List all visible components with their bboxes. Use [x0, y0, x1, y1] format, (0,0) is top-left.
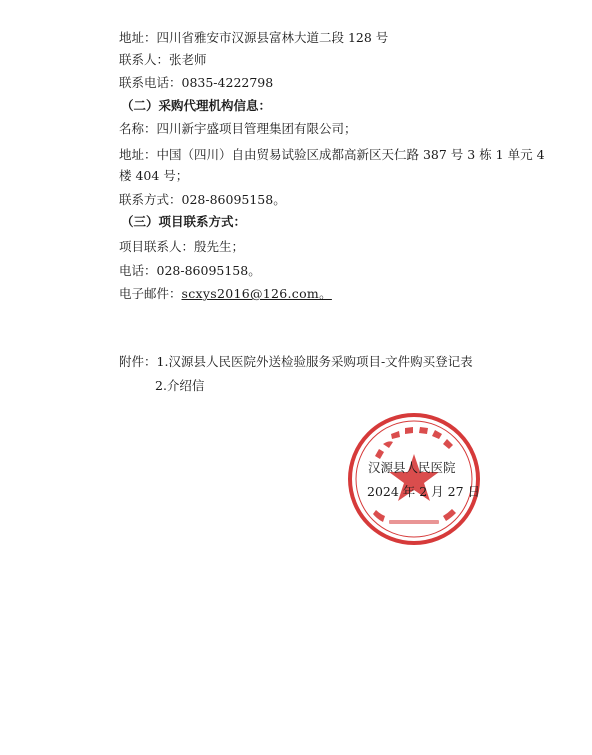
agency-address-line2: 楼 404 号； [119, 168, 189, 183]
agency-address-line1: 地址：中国（四川）自由贸易试验区成都高新区天仁路 387 号 3 栋 1 单元 4 [119, 147, 545, 162]
attachment-item-1-row [119, 354, 473, 370]
project-contact-phone: 电话：028-86095158。 [119, 263, 261, 278]
email-label: 电子邮件： [119, 286, 182, 301]
agency-name: 名称：四川新宇盛项目管理集团有限公司； [119, 121, 357, 136]
official-seal-icon [345, 410, 483, 548]
tenderer-contact: 联系人：张老师 [119, 52, 207, 67]
project-contact-person: 项目联系人：殷先生； [119, 239, 245, 254]
tenderer-address: 地址：四川省雅安市汉源县富林大道二段 128 号 [119, 30, 389, 45]
attachment-item-2: 2.介绍信 [155, 378, 205, 393]
project-contact-email-row [119, 286, 332, 302]
attachments-label: 附件： [119, 354, 157, 369]
signature-org: 汉源县人民医院 [368, 460, 456, 475]
attachment-item-1: 1.汉源县人民医院外送检验服务采购项目-文件购买登记表 [156, 354, 473, 369]
email-link[interactable]: scxys2016@126.com。 [181, 286, 332, 301]
agency-contact: 联系方式：028-86095158。 [119, 192, 286, 207]
tenderer-phone: 联系电话：0835-4222798 [119, 75, 274, 90]
signature-date: 2024 年 2 月 27 日 [367, 484, 481, 499]
project-contact-heading: （三）项目联系方式： [121, 214, 247, 229]
agency-heading: （二）采购代理机构信息： [121, 98, 272, 113]
